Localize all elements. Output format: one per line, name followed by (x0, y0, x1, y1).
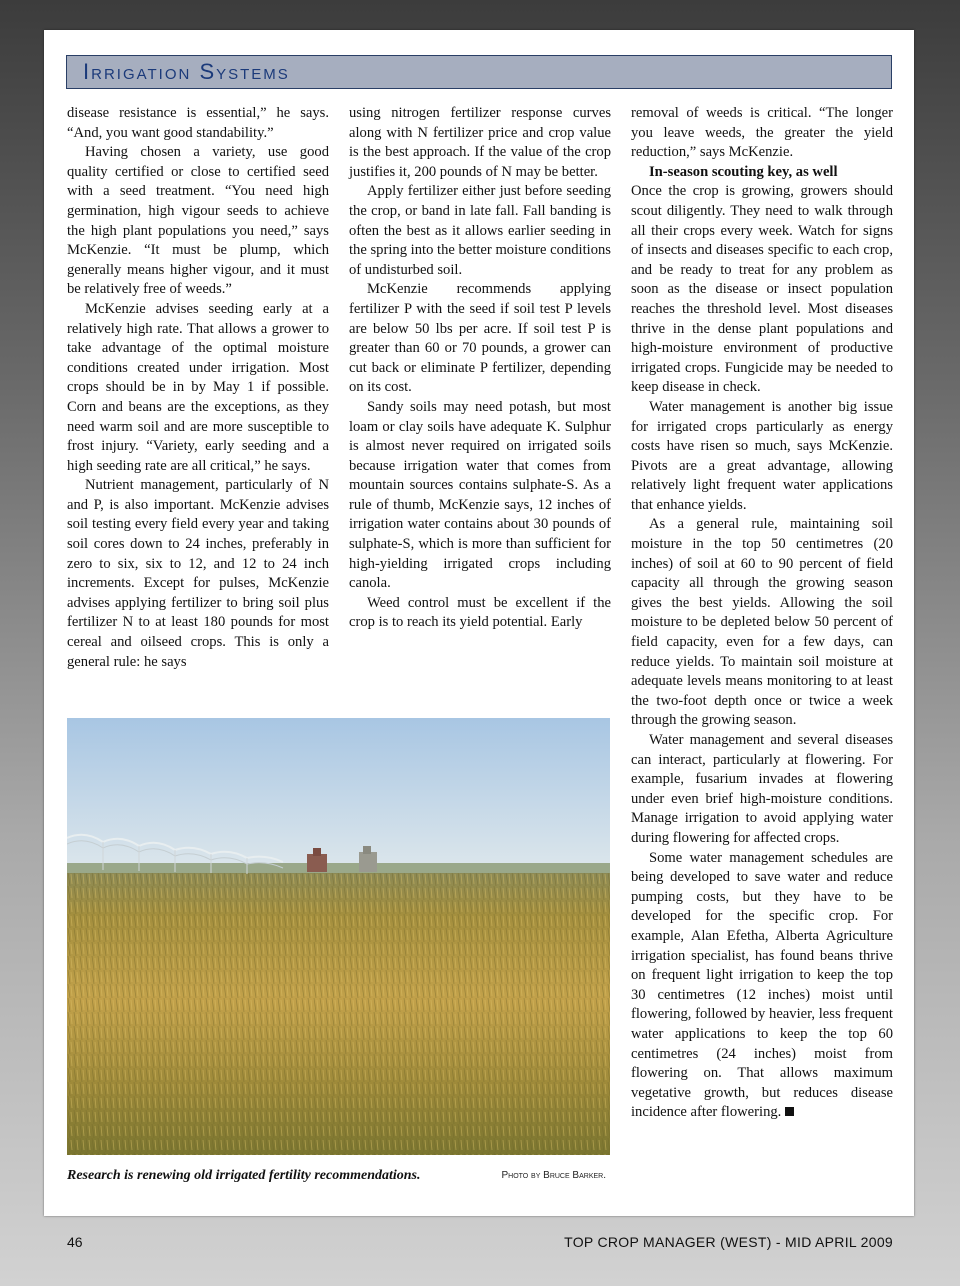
paragraph: McKenzie advises seeding early at a relatively high rate. That allows a grower to take advantage of the optimal moisture conditions created under irrigation. Most crops should be in by May 1 if possible. Corn and beans are the exceptions, as they need warm soil and are more susceptible to frost injury. “Variety, early seeding and a high seeding rate are all critical,” he says. (67, 300, 329, 474)
caption-text: Research is renewing old irrigated fertility recommendations. (67, 1168, 421, 1183)
photo-caption (67, 1168, 610, 1188)
field-photo (67, 718, 610, 1155)
photo-credit: Photo by Bruce Barker. (501, 1170, 606, 1181)
wheat-field-irrigation-pivot-image (67, 718, 610, 1155)
paragraph: Having chosen a variety, use good quality certified or close to certified seed with a seed treatment. “You need high germination, high vigour seeds to achieve the high plant populations you need,” says McKenzie. “It must be plump, which generally means higher vigour, and it must be relatively free of weeds.” (67, 144, 329, 298)
paragraph: disease resistance is essential,” he says. “And, you want good standability.” (67, 105, 329, 141)
article-column-1 (67, 104, 329, 672)
paragraph-last (631, 849, 893, 1123)
paragraph-text: Some water management schedules are being developed to save water and reduce pumping costs, but they have to be developed for the specific crop. For example, Alan Efetha, Alberta Agriculture irrigation specialist, has found beans thrive on frequent light irrigation to keep the top 30 centimetres (12 inches) moist until flowering, followed by heavier, less frequent water applications to keep the top 60 centimetres (24 inches) moist from flowering on. That allows maximum vegetative growth, but reduces disease incidence after flowering. (631, 849, 893, 1121)
paragraph: Water management and several diseases can interact, particularly at flowering. For example, fusarium invades at flowering under even brief high-moisture conditions. Manage irrigation to avoid applying water during flowering for affected crops. (631, 732, 893, 846)
publication-footer: TOP CROP MANAGER (WEST) - MID APRIL 2009 (564, 1234, 893, 1250)
article-column-2 (349, 104, 611, 633)
page-number: 46 (67, 1234, 83, 1250)
end-of-article-mark (785, 1107, 794, 1116)
paragraph: McKenzie recommends applying fertilizer P with the seed if soil test P levels are below 50 lbs per acre. If soil test P is greater than 60 or 70 pounds, a grower can cut back or eliminate P fertilizer, depending on its cost. (349, 281, 611, 396)
paragraph: Water management is another big issue for irrigated crops particularly as energy costs have risen so much, says McKenzie. Pivots are a great advantage, allowing relatively light frequent water applications that enhance yields. (631, 398, 893, 513)
paragraph: As a general rule, maintaining soil moisture in the top 50 centimetres (20 inches) of soil at 60 to 90 percent of field capacity all through the growing season gives the best yields. Allowing the soil moisture to be depleted below 50 percent of field capacity, even for a few days, can reduce yields. To maintain soil moisture at adequate levels means monitoring to at least the two-foot depth once or twice a week through the growing season. (631, 516, 893, 729)
magazine-page (44, 30, 914, 1216)
paragraph: removal of weeds is critical. “The longer you leave weeds, the greater the yield reduction,” says McKenzie. (631, 105, 893, 161)
paragraph: Weed control must be excellent if the crop is to reach its yield potential. Early (349, 594, 611, 631)
paragraph: Once the crop is growing, growers should scout diligently. They need to walk through all their crops every week. Watch for signs of insects and diseases specific to each crop, and be ready to treat for any problem as soon as the disease or insect population reaches the threshold level. Most diseases thrive in the dense plant populations and high-moisture environment of productive irrigated crops. Fungicide may be needed to keep disease in check. (631, 183, 893, 396)
paragraph: Apply fertilizer either just before seeding the crop, or band in late fall. Fall banding is often the best as it allows earlier seeding in the spring into the better moisture conditions of undisturbed soil. (349, 183, 611, 278)
section-title: Irrigation Systems (83, 59, 290, 84)
paragraph: Nutrient management, particularly of N and P, is also important. McKenzie advises soil testing every field every year and taking soil cores down to 24 inches, preferably in zero to six, six to 12, and 12 to 24 inch increments. Except for pulses, McKenzie advises applying fertilizer to bring soil plus fertilizer N to at least 180 pounds for most cereal and oilseed crops. This is only a general rule: he says (67, 477, 329, 670)
subheading: In-season scouting key, as well (649, 163, 838, 180)
paragraph: using nitrogen fertilizer response curves along with N fertilizer price and crop value is the best approach. If the value of the crop justifies it, 200 pounds of N may be better. (349, 105, 611, 180)
section-banner (66, 55, 892, 89)
paragraph: Sandy soils may need potash, but most loam or clay soils have adequate K. Sulphur is almost never required on irrigated soils because irrigation water that comes from mountain sources contains sulphate-S. As a rule of thumb, McKenzie says, 12 inches of irrigation water contains about 30 pounds of sulphate-S, which is more than sufficient for high-yielding irrigated crops including canola. (349, 398, 611, 592)
article-column-3 (631, 104, 893, 1123)
